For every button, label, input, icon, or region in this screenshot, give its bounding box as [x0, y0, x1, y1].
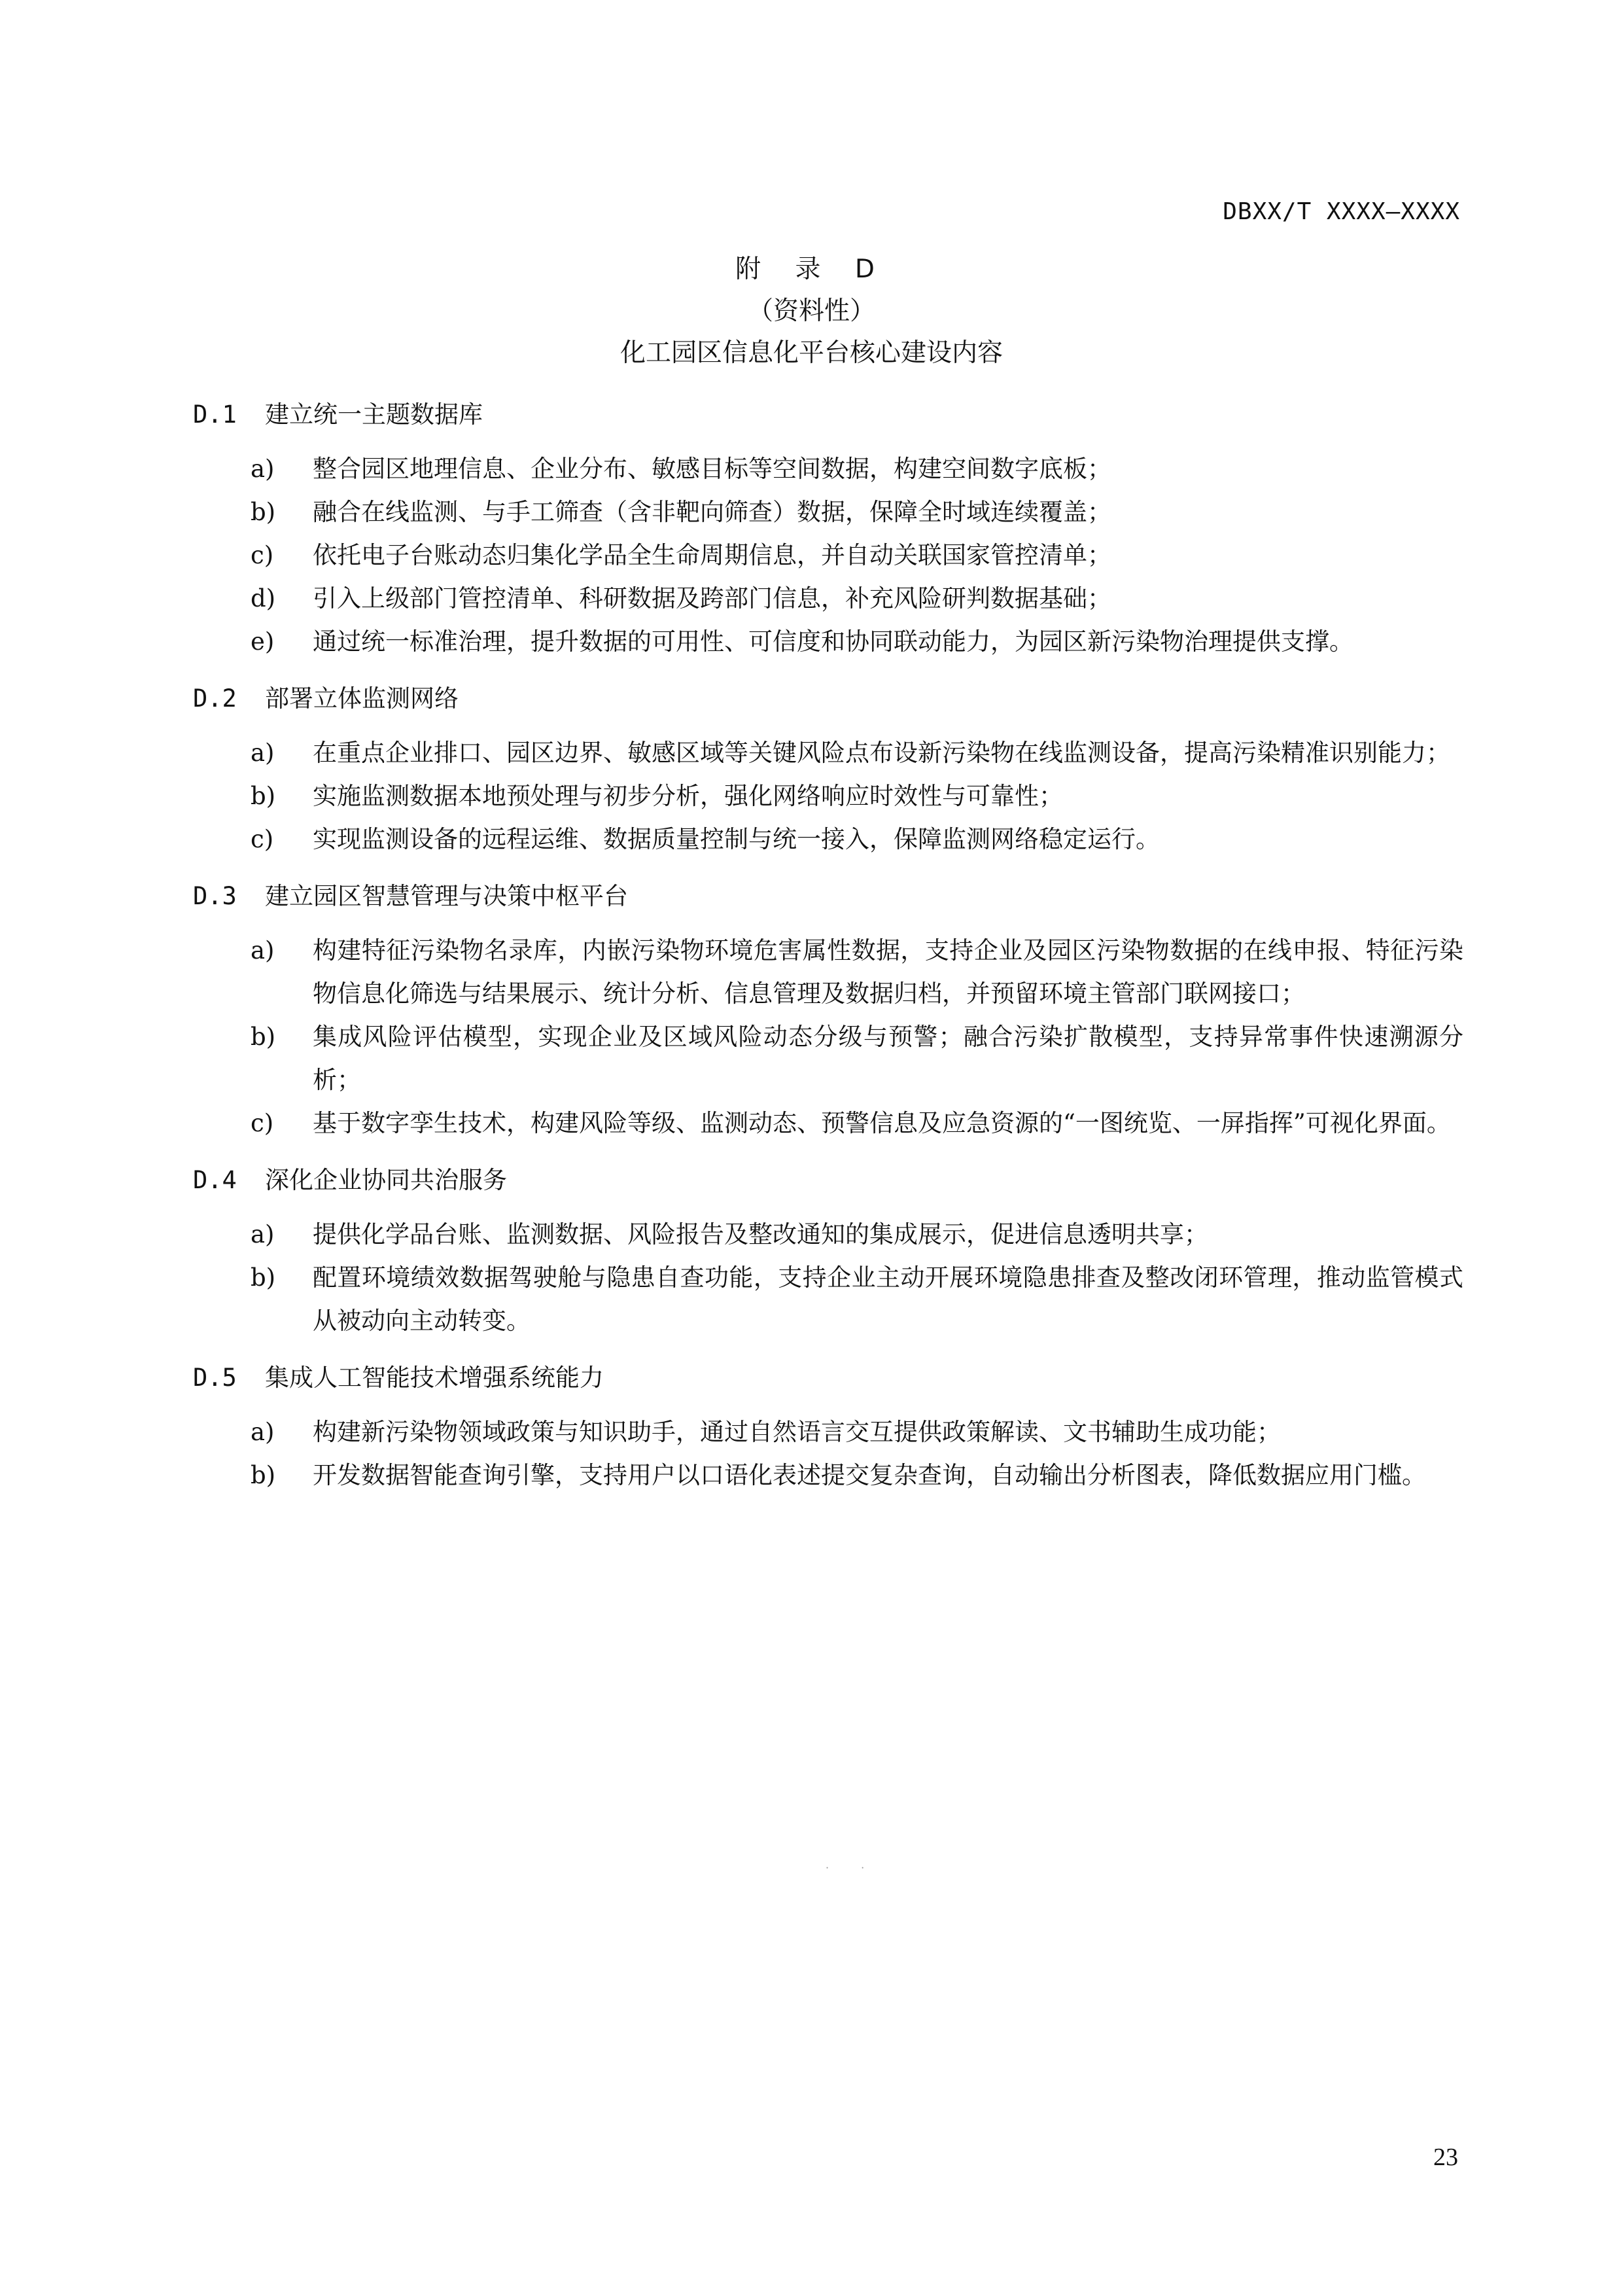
list-item [193, 491, 1463, 534]
item-marker: c) [251, 541, 274, 569]
item-marker: e) [251, 627, 275, 656]
item-marker: a) [251, 1418, 275, 1446]
item-text: 开发数据智能查询引擎，支持用户以口语化表述提交复杂查询，自动输出分析图表，降低数据应用门槛。 [313, 1461, 1426, 1489]
list-item [193, 1411, 1463, 1454]
item-text: 配置环境绩效数据驾驶舱与隐患自查功能，支持企业主动开展环境隐患排查及整改闭环管理，推动监管模式从被动向主动转变。 [313, 1263, 1463, 1335]
appendix-title: 化工园区信息化平台核心建设内容 [620, 338, 1003, 368]
appendix-sections [193, 398, 1463, 1515]
item-text: 构建新污染物领域政策与知识助手，通过自然语言交互提供政策解读、文书辅助生成功能； [313, 1418, 1281, 1446]
section-title: 建立园区智慧管理与决策中枢平台 [265, 882, 628, 910]
item-marker: c) [251, 1109, 274, 1137]
item-text: 集成风险评估模型，实现企业及区域风险动态分级与预警；融合污染扩散模型，支持异常事件快速溯源分析； [313, 1023, 1463, 1094]
list-item [193, 1016, 1463, 1102]
scan-artifact-dots: · · [826, 1862, 879, 1874]
item-text: 构建特征污染物名录库，内嵌污染物环境危害属性数据，支持企业及园区污染物数据的在线申报、特征污染物信息化筛选与结果展示、统计分析、信息管理及数据归档，并预留环境主管部门联网接口； [313, 936, 1463, 1008]
item-text: 通过统一标准治理，提升数据的可用性、可信度和协同联动能力，为园区新污染物治理提供支撑。 [313, 627, 1353, 656]
section-title: 集成人工智能技术增强系统能力 [265, 1364, 604, 1392]
section-heading [193, 1163, 1463, 1197]
item-text: 依托电子台账动态归集化学品全生命周期信息，并自动关联国家管控清单； [313, 541, 1111, 569]
item-marker: a) [251, 1220, 275, 1248]
section-title: 建立统一主题数据库 [265, 400, 483, 429]
section-d5 [193, 1361, 1463, 1497]
section-number: D.4 [193, 1166, 237, 1194]
item-marker: a) [251, 936, 275, 964]
item-marker: b) [251, 498, 276, 526]
list-item [193, 929, 1463, 1016]
section-heading [193, 682, 1463, 716]
appendix-type: （资料性） [747, 296, 875, 326]
item-text: 在重点企业排口、园区边界、敏感区域等关键风险点布设新污染物在线监测设备，提高污染精准识别能力； [313, 739, 1450, 767]
item-marker: b) [251, 1461, 276, 1489]
section-number: D.5 [193, 1364, 237, 1392]
section-heading [193, 879, 1463, 913]
section-d1 [193, 398, 1463, 663]
item-marker: d) [251, 584, 276, 612]
list-item [193, 775, 1463, 818]
list-item [193, 1454, 1463, 1497]
section-number: D.2 [193, 684, 237, 713]
list-item [193, 818, 1463, 861]
section-title: 部署立体监测网络 [265, 684, 459, 713]
item-marker: c) [251, 825, 274, 853]
item-text: 整合园区地理信息、企业分布、敏感目标等空间数据，构建空间数字底板； [313, 455, 1111, 483]
section-number: D.1 [193, 400, 237, 429]
list-item [193, 534, 1463, 577]
item-marker: b) [251, 1263, 276, 1292]
list-item [193, 448, 1463, 491]
list-item [193, 1256, 1463, 1343]
section-title: 深化企业协同共治服务 [265, 1166, 507, 1194]
section-heading [193, 1361, 1463, 1395]
item-text: 融合在线监测、与手工筛查（含非靶向筛查）数据，保障全时域连续覆盖； [313, 498, 1111, 526]
list-item [193, 1213, 1463, 1256]
list-item [193, 1102, 1463, 1145]
section-heading [193, 398, 1463, 432]
section-d3 [193, 879, 1463, 1145]
section-d2 [193, 682, 1463, 861]
list-item [193, 577, 1463, 620]
item-marker: b) [251, 1023, 276, 1051]
item-marker: b) [251, 782, 276, 810]
appendix-label: 附 录 D [735, 255, 888, 284]
list-item [193, 620, 1463, 663]
document-code: DBXX/T XXXX—XXXX [1223, 198, 1460, 225]
item-marker: a) [251, 739, 275, 767]
section-number: D.3 [193, 882, 237, 910]
item-text: 基于数字孪生技术，构建风险等级、监测动态、预警信息及应急资源的“一图统览、一屏指挥”可视化界面。 [313, 1109, 1451, 1137]
item-text: 实现监测设备的远程运维、数据质量控制与统一接入，保障监测网络稳定运行。 [313, 825, 1160, 853]
section-d4 [193, 1163, 1463, 1343]
item-text: 实施监测数据本地预处理与初步分析，强化网络响应时效性与可靠性； [313, 782, 1063, 810]
item-text: 提供化学品台账、监测数据、风险报告及整改通知的集成展示，促进信息透明共享； [313, 1220, 1208, 1248]
page-number: 23 [1433, 2144, 1458, 2171]
list-item [193, 732, 1463, 775]
item-marker: a) [251, 455, 275, 483]
item-text: 引入上级部门管控清单、科研数据及跨部门信息，补充风险研判数据基础； [313, 584, 1111, 612]
